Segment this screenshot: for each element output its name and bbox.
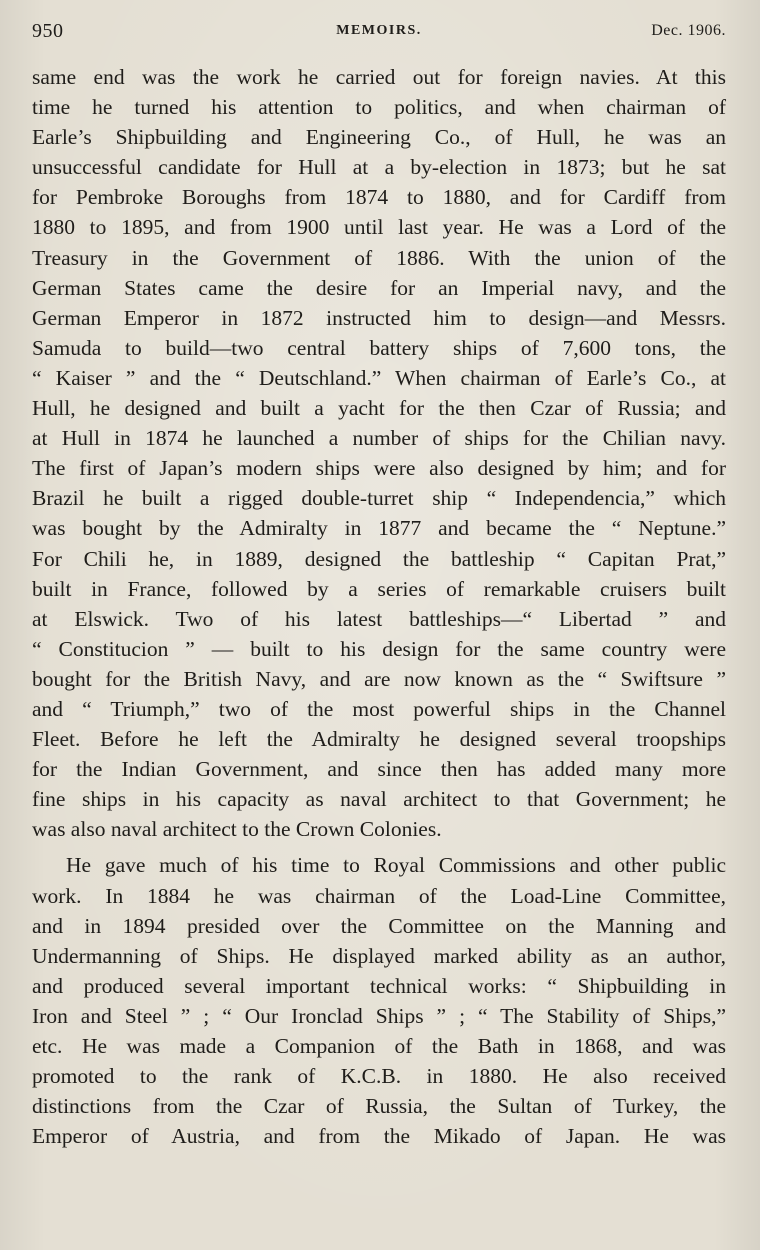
text-line: and “ Triumph,” two of the most powerful ships in the Channel <box>32 696 726 721</box>
body-text <box>32 62 726 1151</box>
text-line: built in France, followed by a series of remarkable cruisers built <box>32 576 726 601</box>
text-line: time he turned his attention to politics, and when chairman of <box>32 95 726 120</box>
text-line: at Hull in 1874 he launched a number of ships for the Chilian navy. <box>32 426 726 451</box>
text-line: Fleet. Before he left the Admiralty he designed several troopships <box>32 727 726 752</box>
text-line: He gave much of his time to Royal Commissions and other public <box>66 853 726 878</box>
text-line: was also naval architect to the Crown Colonies. <box>32 817 442 842</box>
text-line: Treasury in the Government of 1886. With the union of the <box>32 245 726 270</box>
text-line: Earle’s Shipbuilding and Engineering Co., of Hull, he was an <box>32 125 726 150</box>
text-line: “ Kaiser ” and the “ Deutschland.” When chairman of Earle’s Co., at <box>32 365 726 390</box>
text-line: Brazil he built a rigged double-turret ship “ Independencia,” which <box>32 486 726 511</box>
text-line: “ Constitucion ” — built to his design for the same country were <box>32 636 726 661</box>
text-line: work. In 1884 he was chairman of the Load-Line Committee, <box>32 883 726 908</box>
text-line: 1880 to 1895, and from 1900 until last year. He was a Lord of the <box>32 215 726 240</box>
text-line: unsuccessful candidate for Hull at a by-election in 1873; but he sat <box>32 155 726 180</box>
text-line: for the Indian Government, and since then has added many more <box>32 757 726 782</box>
section-title: MEMOIRS. <box>336 23 422 38</box>
text-line: etc. He was made a Companion of the Bath in 1868, and was <box>32 1034 726 1058</box>
text-line: Emperor of Austria, and from the Mikado of Japan. He was <box>32 1124 726 1149</box>
page-number: 950 <box>32 20 64 42</box>
text-line: Samuda to build—two central battery ships of 7,600 tons, the <box>32 335 726 360</box>
issue-date: Dec. 1906. <box>651 22 726 39</box>
text-line: fine ships in his capacity as naval architect to that Government; he <box>32 787 726 812</box>
text-line: German States came the desire for an Imperial navy, and the <box>32 275 726 300</box>
text-line: Iron and Steel ” ; “ Our Ironclad Ships ” ; “ The Stability of Ships,” <box>32 1003 726 1028</box>
text-line: and in 1894 presided over the Committee on the Manning and <box>32 913 726 938</box>
text-line: bought for the British Navy, and are now known as the “ Swiftsure ” <box>32 666 726 691</box>
text-line: and produced several important technical works: “ Shipbuilding in <box>32 973 726 998</box>
text-line: For Chili he, in 1889, designed the battleship “ Capitan Prat,” <box>32 546 726 571</box>
text-line: for Pembroke Boroughs from 1874 to 1880, and for Cardiff from <box>32 185 726 210</box>
running-head <box>32 14 726 48</box>
text-line: The first of Japan’s modern ships were also designed by him; and for <box>32 456 726 481</box>
text-line: Undermanning of Ships. He displayed marked ability as an author, <box>32 943 726 968</box>
text-line: distinctions from the Czar of Russia, the Sultan of Turkey, the <box>32 1094 726 1119</box>
paragraph-2 <box>32 850 726 1151</box>
text-line: same end was the work he carried out for foreign navies. At this <box>32 65 726 89</box>
text-line: at Elswick. Two of his latest battleships—“ Libertad ” and <box>32 606 726 631</box>
text-line: promoted to the rank of K.C.B. in 1880. He also received <box>32 1064 726 1089</box>
text-line: German Emperor in 1872 instructed him to design—and Messrs. <box>32 305 726 330</box>
text-line: Hull, he designed and built a yacht for the then Czar of Russia; and <box>32 396 726 421</box>
text-line: was bought by the Admiralty in 1877 and became the “ Neptune.” <box>32 516 726 541</box>
paragraph-1 <box>32 62 726 844</box>
